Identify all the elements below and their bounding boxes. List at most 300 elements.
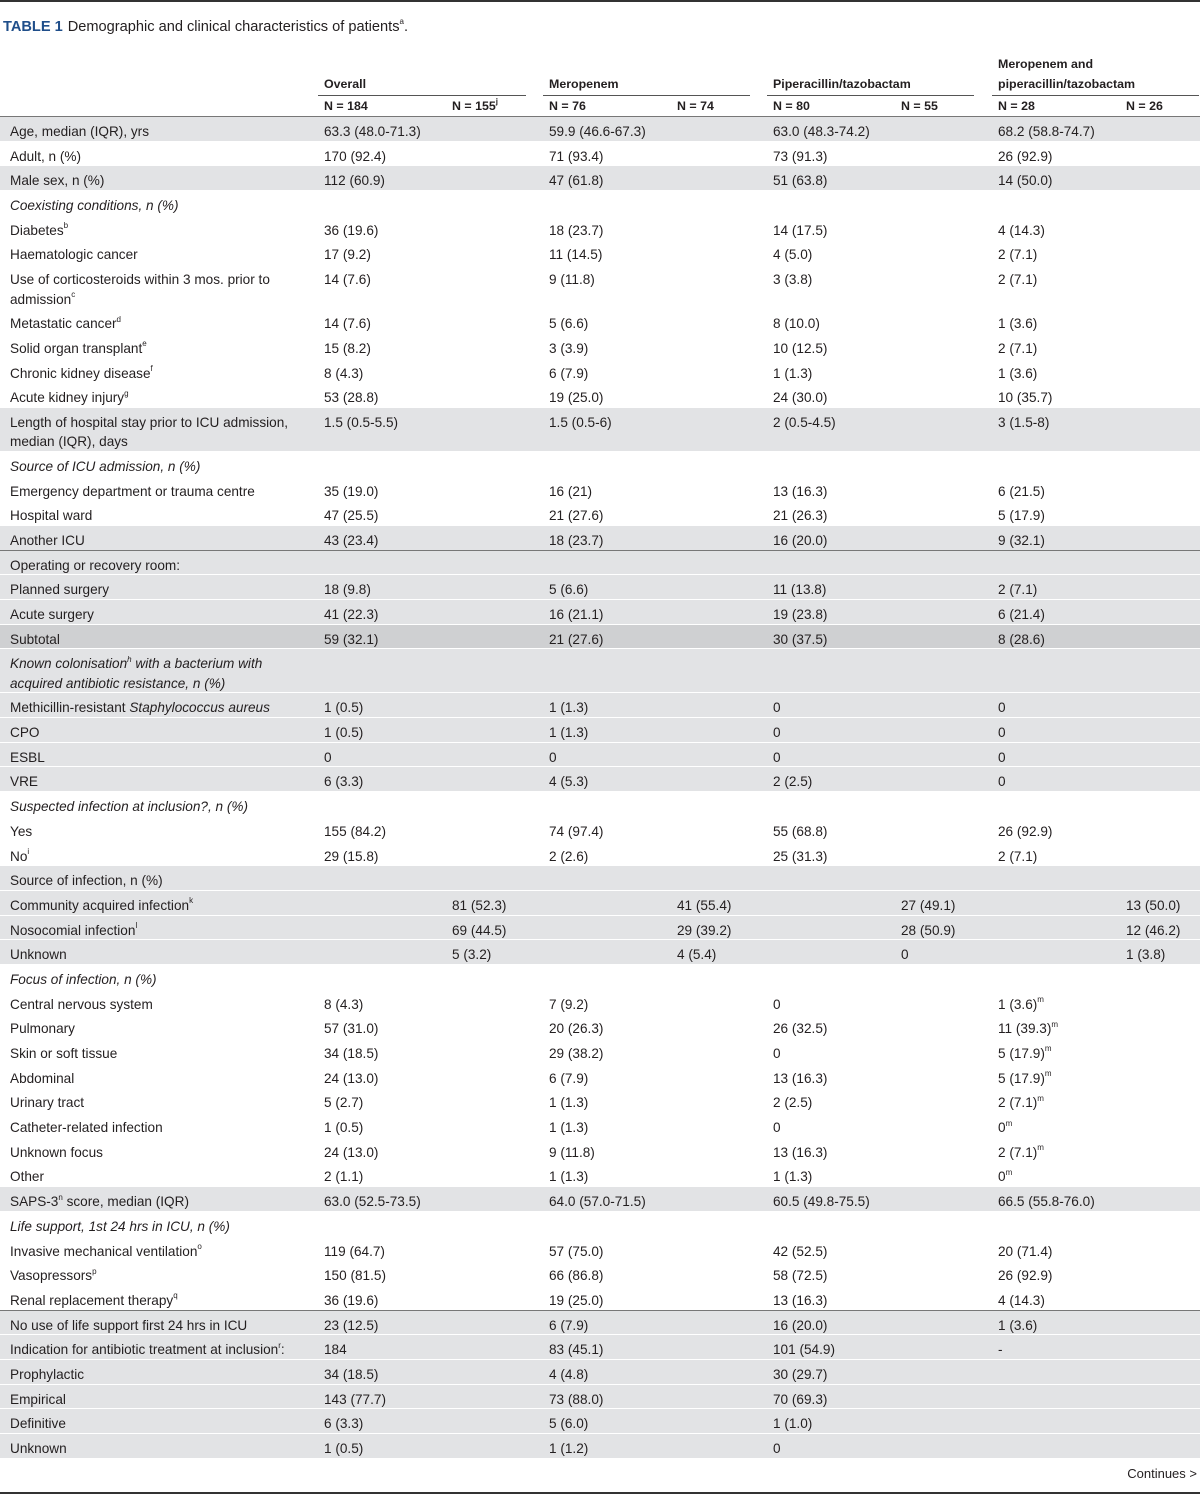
footnote-mark: q bbox=[173, 1291, 178, 1301]
table-row bbox=[0, 408, 1200, 452]
data-cell bbox=[998, 388, 1052, 408]
table-row bbox=[0, 309, 1200, 334]
row-label-text: Central nervous system bbox=[10, 996, 153, 1012]
row-label bbox=[10, 1439, 67, 1459]
caption-footnote-mark: a bbox=[399, 17, 404, 27]
data-cell bbox=[324, 995, 363, 1015]
data-cell-value: 30 (37.5) bbox=[773, 631, 828, 647]
data-cell-value: 143 (77.7) bbox=[324, 1391, 386, 1407]
data-cell bbox=[998, 580, 1037, 600]
data-cell bbox=[773, 1414, 812, 1434]
data-cell bbox=[549, 1044, 603, 1064]
data-cell bbox=[549, 171, 603, 191]
data-cell bbox=[773, 171, 827, 191]
row-label bbox=[10, 822, 32, 842]
data-cell-value: 2 (7.1) bbox=[998, 247, 1038, 263]
row-label bbox=[10, 1093, 84, 1113]
data-cell-value: 1 (1.3) bbox=[549, 1095, 589, 1111]
table-row bbox=[0, 1162, 1200, 1187]
data-cell-value: 2 (1.1) bbox=[324, 1169, 364, 1185]
row-label-text: Unknown bbox=[10, 947, 67, 963]
row-label-text: Known colonisation bbox=[10, 656, 128, 672]
continues-label: Continues > bbox=[1127, 1465, 1197, 1481]
row-label-italic: Staphylococcus aureus bbox=[129, 700, 270, 716]
data-cell bbox=[998, 723, 1006, 743]
n-header-combination-infected: N = 26 bbox=[1126, 99, 1163, 113]
data-cell-value: 29 (38.2) bbox=[549, 1046, 604, 1061]
data-cell bbox=[324, 1093, 363, 1113]
data-cell-value: 14 (17.5) bbox=[773, 222, 828, 238]
footnote-mark: n bbox=[58, 1192, 63, 1202]
data-cell-value: 1 (1.3) bbox=[549, 1120, 589, 1136]
data-cell bbox=[773, 605, 827, 625]
table-row bbox=[0, 452, 1200, 477]
row-label-text: Empirical bbox=[10, 1391, 66, 1407]
data-cell-value: 14 (50.0) bbox=[998, 173, 1053, 189]
data-cell bbox=[549, 1019, 603, 1039]
data-cell bbox=[773, 1390, 827, 1410]
row-label bbox=[10, 1044, 117, 1064]
data-cell bbox=[324, 1143, 378, 1163]
data-cell bbox=[773, 531, 827, 551]
row-label bbox=[10, 556, 180, 576]
data-cell bbox=[998, 531, 1045, 551]
data-cell-value: 19 (25.0) bbox=[549, 390, 604, 406]
data-cell-value: 11 (39.3) bbox=[998, 1021, 1052, 1037]
table-row bbox=[0, 718, 1200, 743]
data-cell-value: 1 (1.3) bbox=[773, 365, 813, 381]
data-cell bbox=[998, 698, 1006, 718]
row-label bbox=[10, 457, 200, 477]
data-cell-value: 36 (19.6) bbox=[324, 1292, 379, 1308]
row-label bbox=[10, 1217, 230, 1237]
data-cell bbox=[998, 339, 1037, 359]
n-header-combination-all: N = 28 bbox=[998, 99, 1035, 113]
data-cell bbox=[549, 847, 588, 867]
data-cell-value: 20 (71.4) bbox=[998, 1243, 1053, 1259]
data-cell-value: 1 (0.5) bbox=[324, 700, 364, 716]
data-cell bbox=[324, 1316, 378, 1336]
table-row bbox=[0, 142, 1200, 167]
row-label bbox=[10, 1340, 285, 1360]
footnote-mark: f bbox=[150, 363, 153, 373]
row-label bbox=[10, 314, 121, 334]
data-cell-value: 0 bbox=[998, 700, 1006, 716]
data-cell bbox=[324, 171, 385, 191]
data-cell bbox=[998, 1044, 1052, 1064]
table-row bbox=[0, 842, 1200, 867]
data-cell bbox=[324, 1118, 363, 1138]
data-cell-value: 119 (64.7) bbox=[324, 1243, 385, 1259]
data-cell bbox=[773, 1439, 781, 1459]
table-row bbox=[0, 117, 1200, 142]
data-cell bbox=[324, 147, 386, 167]
n-header-piptaz-all: N = 80 bbox=[773, 99, 810, 113]
data-cell-value: 1 (1.0) bbox=[773, 1416, 813, 1432]
table-row bbox=[0, 265, 1200, 309]
row-label bbox=[10, 748, 45, 768]
data-cell bbox=[773, 1069, 827, 1089]
data-cell-value: 0 bbox=[773, 996, 781, 1012]
data-cell-value: 23 (12.5) bbox=[324, 1317, 379, 1333]
data-cell-value: 155 (84.2) bbox=[324, 823, 386, 839]
data-cell-value: 0 bbox=[901, 947, 909, 963]
table-row bbox=[0, 1113, 1200, 1138]
row-label-text: Length of hospital stay prior to ICU admission, median (IQR), days bbox=[10, 414, 289, 450]
data-cell-value: 11 (13.8) bbox=[773, 582, 827, 598]
group-header-combination-line1: Meropenem and bbox=[998, 57, 1094, 71]
row-label bbox=[10, 1242, 202, 1262]
data-cell bbox=[1126, 921, 1180, 941]
row-label-text: ESBL bbox=[10, 749, 45, 765]
row-label-text: Acute surgery bbox=[10, 607, 94, 622]
n-header-meropenem-infected: N = 74 bbox=[677, 99, 714, 113]
data-cell bbox=[549, 482, 592, 502]
row-label bbox=[10, 196, 179, 216]
data-cell-value: 64.0 (57.0-71.5) bbox=[549, 1194, 646, 1210]
data-cell-value: 6 (7.9) bbox=[549, 365, 589, 381]
footnote-mark: b bbox=[63, 221, 69, 231]
data-cell-value: 41 (22.3) bbox=[324, 607, 379, 622]
row-label-text: Acute kidney injury bbox=[10, 390, 125, 406]
table-row bbox=[0, 501, 1200, 526]
table-row bbox=[0, 792, 1200, 817]
data-cell-value: 1 (1.3) bbox=[549, 700, 589, 716]
data-cell-value: 58 (72.5) bbox=[773, 1268, 828, 1284]
data-cell bbox=[773, 388, 827, 408]
data-cell-value: 6 (7.9) bbox=[549, 1070, 589, 1086]
row-label bbox=[10, 654, 310, 693]
row-label bbox=[10, 580, 109, 600]
row-label bbox=[10, 921, 137, 941]
row-label-text: Use of corticosteroids within 3 mos. prior to admission bbox=[10, 272, 270, 307]
footnote-mark: g bbox=[124, 388, 129, 398]
data-cell bbox=[324, 1019, 378, 1039]
data-cell bbox=[549, 364, 588, 384]
data-cell bbox=[773, 270, 812, 290]
table-row bbox=[0, 1360, 1200, 1385]
row-label bbox=[10, 413, 310, 452]
row-label-text: Unknown focus bbox=[10, 1144, 103, 1160]
data-cell-value: 4 (5.4) bbox=[677, 947, 717, 963]
row-label-text: Unknown bbox=[10, 1441, 67, 1456]
data-cell-value: 55 (68.8) bbox=[773, 823, 828, 839]
data-cell bbox=[998, 630, 1045, 650]
data-cell bbox=[324, 1390, 386, 1410]
data-cell-value: 1 (0.5) bbox=[324, 1441, 364, 1456]
data-cell-value: 1 (1.3) bbox=[549, 725, 589, 741]
data-cell bbox=[549, 413, 612, 433]
data-cell-value: 24 (13.0) bbox=[324, 1070, 379, 1086]
data-cell bbox=[549, 1242, 603, 1262]
data-cell-value: 1 (1.3) bbox=[773, 1169, 813, 1185]
data-cell-value: 34 (18.5) bbox=[324, 1046, 379, 1061]
row-label-text: Suspected infection at inclusion?, n (%) bbox=[10, 799, 249, 815]
data-cell bbox=[324, 748, 332, 768]
data-cell-value: 2 (2.5) bbox=[773, 1095, 813, 1111]
data-cell-value: 36 (19.6) bbox=[324, 222, 379, 238]
data-cell-value: 28 (50.9) bbox=[901, 922, 956, 938]
data-cell bbox=[773, 506, 827, 526]
data-cell bbox=[549, 1118, 588, 1138]
row-label bbox=[10, 847, 29, 867]
data-cell-value: 1 (1.2) bbox=[549, 1441, 589, 1456]
row-label bbox=[10, 723, 39, 743]
data-cell-value: 24 (30.0) bbox=[773, 390, 828, 406]
row-label-text: No use of life support first 24 hrs in ICU bbox=[10, 1317, 248, 1333]
data-cell bbox=[324, 1414, 363, 1434]
data-cell bbox=[677, 921, 731, 941]
data-cell-value: 70 (69.3) bbox=[773, 1391, 828, 1407]
row-label-text: Nosocomial infection bbox=[10, 922, 136, 938]
row-label bbox=[10, 772, 38, 792]
row-label-text: Emergency department or trauma centre bbox=[10, 483, 255, 499]
data-cell bbox=[549, 531, 603, 551]
row-label bbox=[10, 388, 129, 408]
row-label-text: Hospital ward bbox=[10, 508, 93, 524]
data-cell bbox=[549, 723, 588, 743]
data-cell bbox=[998, 482, 1045, 502]
table-row bbox=[0, 191, 1200, 216]
data-cell-value: 26 (32.5) bbox=[773, 1021, 828, 1037]
data-cell-value: 24 (13.0) bbox=[324, 1144, 379, 1160]
row-label-text: Skin or soft tissue bbox=[10, 1046, 118, 1061]
data-cell bbox=[773, 630, 827, 650]
data-cell-value: 2 (7.1) bbox=[998, 1144, 1038, 1160]
table-row bbox=[0, 1409, 1200, 1434]
table-row bbox=[0, 1237, 1200, 1262]
row-label bbox=[10, 339, 147, 359]
footnote-mark: k bbox=[189, 896, 194, 906]
data-cell bbox=[549, 270, 595, 290]
data-cell bbox=[773, 314, 820, 334]
data-cell bbox=[324, 1340, 347, 1360]
footnote-mark: m bbox=[1005, 1167, 1013, 1177]
row-label-text: Methicillin-resistant bbox=[10, 700, 130, 716]
data-cell bbox=[773, 1019, 827, 1039]
row-label-text: Diabetes bbox=[10, 222, 64, 238]
table-row bbox=[0, 649, 1200, 693]
data-cell-value: 0 bbox=[998, 725, 1006, 741]
data-cell-value: 81 (52.3) bbox=[452, 897, 507, 913]
data-cell-value: 1 (3.6) bbox=[998, 316, 1038, 332]
data-cell-value: 9 (32.1) bbox=[998, 532, 1045, 548]
table-row bbox=[0, 1286, 1200, 1311]
data-cell bbox=[324, 245, 371, 265]
data-cell bbox=[773, 580, 826, 600]
data-cell bbox=[549, 1192, 646, 1212]
data-cell bbox=[773, 698, 781, 718]
data-cell-value: 5 (17.9) bbox=[998, 1070, 1045, 1086]
table-row bbox=[0, 359, 1200, 384]
table-row bbox=[0, 1064, 1200, 1089]
data-cell-value: 0 bbox=[998, 749, 1006, 765]
data-cell bbox=[998, 1340, 1003, 1360]
data-cell bbox=[998, 1316, 1037, 1336]
data-cell bbox=[324, 580, 371, 600]
row-label-text: SAPS-3 bbox=[10, 1194, 59, 1210]
data-cell-value: 5 (6.0) bbox=[549, 1416, 589, 1432]
data-cell bbox=[324, 1167, 363, 1187]
data-cell bbox=[452, 896, 506, 916]
data-cell-value: 6 (21.5) bbox=[998, 483, 1045, 499]
row-label-text: Source of ICU admission, n (%) bbox=[10, 458, 201, 474]
data-cell bbox=[324, 772, 363, 792]
data-cell bbox=[452, 945, 491, 965]
data-cell bbox=[549, 122, 646, 142]
row-label-text: Another ICU bbox=[10, 532, 85, 548]
table-row bbox=[0, 477, 1200, 502]
data-cell-value: 3 (3.9) bbox=[549, 340, 589, 356]
data-cell-value: 0 bbox=[549, 749, 557, 765]
data-cell bbox=[324, 605, 378, 625]
row-label bbox=[10, 1414, 66, 1434]
data-cell bbox=[773, 1242, 827, 1262]
table-row bbox=[0, 916, 1200, 941]
data-cell bbox=[324, 1365, 378, 1385]
table-row bbox=[0, 693, 1200, 718]
row-label bbox=[10, 871, 163, 891]
data-cell bbox=[452, 921, 506, 941]
group-header-piperacillin-tazobactam: Piperacillin/tazobactam bbox=[773, 77, 911, 91]
data-cell-value: 57 (75.0) bbox=[549, 1243, 604, 1259]
footnote-mark: m bbox=[1037, 1093, 1044, 1103]
table-body bbox=[0, 117, 1200, 1459]
data-cell bbox=[549, 1340, 603, 1360]
data-cell-value: 6 (21.4) bbox=[998, 607, 1045, 622]
data-cell bbox=[773, 1316, 827, 1336]
data-cell bbox=[773, 221, 827, 241]
data-cell-value: 0 bbox=[773, 1046, 781, 1061]
data-cell bbox=[549, 1291, 603, 1311]
data-cell-value: 10 (12.5) bbox=[773, 340, 828, 356]
data-cell-value: 83 (45.1) bbox=[549, 1342, 604, 1358]
table-row bbox=[0, 965, 1200, 990]
data-cell bbox=[324, 482, 378, 502]
footnote-mark: l bbox=[135, 921, 138, 931]
n-header-meropenem-all: N = 76 bbox=[549, 99, 586, 113]
data-cell-value: 12 (46.2) bbox=[1126, 922, 1181, 938]
data-cell-value: 26 (92.9) bbox=[998, 148, 1053, 164]
data-cell-value: 11 (14.5) bbox=[549, 247, 603, 263]
data-cell bbox=[998, 748, 1006, 768]
data-cell-value: 13 (16.3) bbox=[773, 483, 828, 499]
data-cell-value: 170 (92.4) bbox=[324, 148, 386, 164]
data-cell bbox=[549, 630, 603, 650]
data-cell bbox=[549, 147, 603, 167]
data-cell bbox=[549, 772, 588, 792]
row-label-text: Other bbox=[10, 1169, 44, 1185]
row-label-text: Community acquired infection bbox=[10, 897, 190, 913]
data-cell-value: 5 (17.9) bbox=[998, 1046, 1045, 1061]
row-label bbox=[10, 147, 81, 167]
data-cell-value: 21 (27.6) bbox=[549, 631, 604, 647]
data-cell bbox=[677, 945, 716, 965]
data-cell-value: 2 (7.1) bbox=[998, 582, 1038, 598]
data-cell-value: 59 (32.1) bbox=[324, 631, 379, 647]
data-cell-value: 15 (8.2) bbox=[324, 340, 371, 356]
data-cell-value: 0 bbox=[773, 725, 781, 741]
data-cell bbox=[549, 339, 588, 359]
data-cell-value: 8 (4.3) bbox=[324, 996, 364, 1012]
data-cell bbox=[998, 1167, 1012, 1187]
table-row bbox=[0, 1014, 1200, 1039]
table-row bbox=[0, 1434, 1200, 1459]
row-label bbox=[10, 945, 67, 965]
n-header-overall-infected-text: N = 155 bbox=[452, 99, 496, 113]
data-cell bbox=[324, 339, 371, 359]
table-footer bbox=[0, 1459, 1200, 1503]
data-cell-value: 57 (31.0) bbox=[324, 1021, 379, 1037]
data-cell bbox=[549, 822, 603, 842]
row-label bbox=[10, 1316, 247, 1336]
data-cell bbox=[773, 1143, 827, 1163]
data-cell-value: 16 (20.0) bbox=[773, 1317, 828, 1333]
data-cell-value: 150 (81.5) bbox=[324, 1268, 386, 1284]
row-label-text: No bbox=[10, 848, 28, 864]
data-cell bbox=[324, 314, 371, 334]
row-label bbox=[10, 270, 310, 309]
data-cell bbox=[998, 1019, 1058, 1039]
footnote-mark: c bbox=[71, 290, 76, 300]
data-cell-value: 74 (97.4) bbox=[549, 823, 604, 839]
n-header-overall-all: N = 184 bbox=[324, 99, 368, 113]
data-cell-value: 1.5 (0.5-5.5) bbox=[324, 414, 399, 430]
data-cell bbox=[324, 270, 371, 290]
data-cell-value: 0 bbox=[773, 1441, 781, 1456]
data-cell-value: 51 (63.8) bbox=[773, 173, 828, 189]
group-header-overall: Overall bbox=[324, 77, 367, 91]
data-cell-value: 9 (11.8) bbox=[549, 272, 595, 288]
footnote-mark: e bbox=[142, 339, 147, 349]
data-cell-value: 8 (10.0) bbox=[773, 316, 820, 332]
footnote-mark: o bbox=[197, 1241, 202, 1251]
data-cell bbox=[998, 314, 1037, 334]
data-cell bbox=[549, 221, 603, 241]
data-cell-value: 20 (26.3) bbox=[549, 1021, 604, 1037]
data-cell-value: 2 (7.1) bbox=[998, 848, 1038, 864]
row-label-text: Vasopressors bbox=[10, 1268, 93, 1284]
data-cell-value: 0 bbox=[773, 1120, 781, 1136]
data-cell-value: 10 (35.7) bbox=[998, 390, 1053, 406]
data-cell-value: 14 (7.6) bbox=[324, 272, 371, 288]
data-cell-value: 26 (92.9) bbox=[998, 823, 1053, 839]
data-cell bbox=[324, 847, 378, 867]
data-cell bbox=[998, 506, 1045, 526]
n-header-footnote-mark: j bbox=[495, 96, 498, 106]
data-cell bbox=[773, 1118, 781, 1138]
data-cell-value: 16 (21) bbox=[549, 483, 593, 499]
row-label bbox=[10, 1118, 163, 1138]
data-cell bbox=[773, 1167, 812, 1187]
data-cell-value: 73 (91.3) bbox=[773, 148, 828, 164]
data-cell bbox=[773, 147, 827, 167]
data-cell-value: 13 (50.0) bbox=[1126, 897, 1181, 913]
data-cell bbox=[549, 995, 588, 1015]
row-label bbox=[10, 531, 85, 551]
data-cell-value: 29 (15.8) bbox=[324, 848, 379, 864]
data-cell bbox=[773, 482, 827, 502]
row-label-text: Metastatic cancer bbox=[10, 316, 117, 332]
table-row bbox=[0, 625, 1200, 650]
data-cell bbox=[324, 506, 378, 526]
data-cell-value: 47 (61.8) bbox=[549, 173, 604, 189]
row-label-text: Operating or recovery room: bbox=[10, 557, 180, 573]
footnote-mark: m bbox=[1037, 1143, 1044, 1153]
data-cell-value: 59.9 (46.6-67.3) bbox=[549, 124, 646, 139]
data-cell bbox=[998, 1069, 1052, 1089]
data-cell-value: 1 (3.6) bbox=[998, 1317, 1038, 1333]
